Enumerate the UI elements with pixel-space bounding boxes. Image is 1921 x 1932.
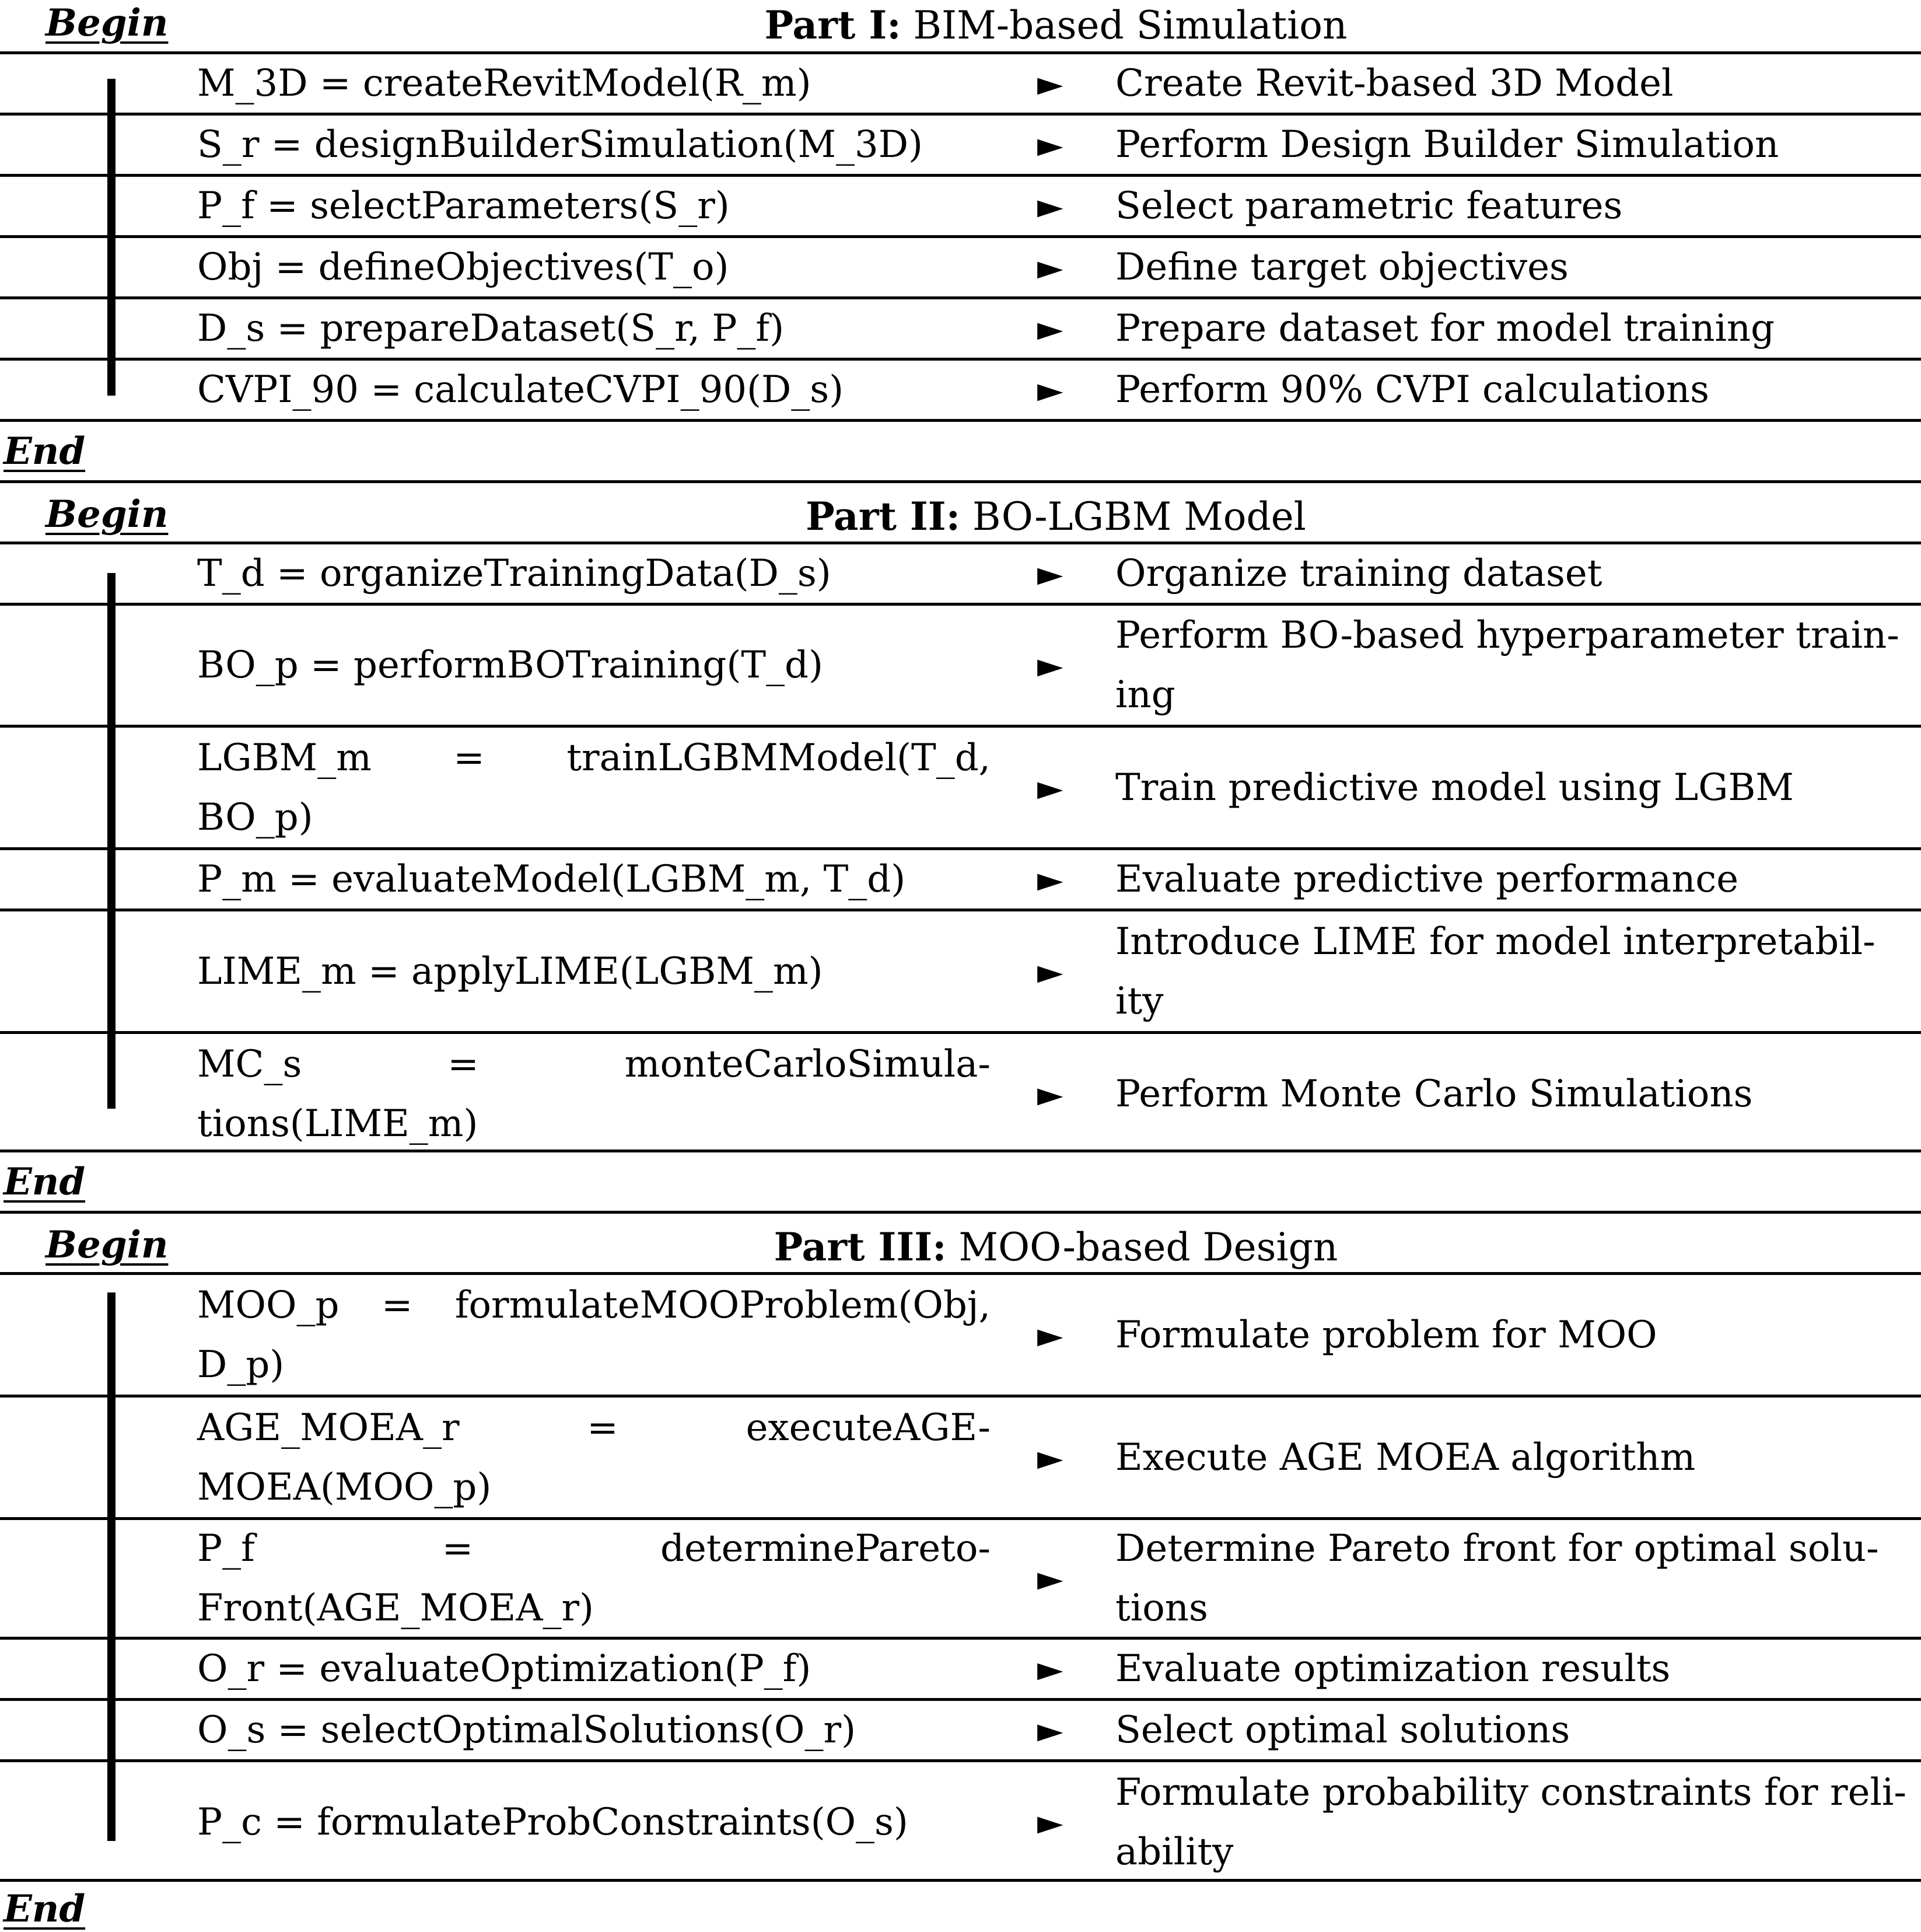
code-token: MC_s	[197, 1042, 302, 1086]
step-description: Select parametric features	[1115, 184, 1623, 228]
arrow-icon: ►	[1037, 1074, 1063, 1114]
step-description	[1115, 1762, 1913, 1882]
part1-step-1	[0, 54, 1921, 113]
step-code: Obj = defineObjectives(T_o)	[197, 246, 729, 289]
part2-step-2	[0, 606, 1921, 725]
arrow-icon: ►	[1037, 1802, 1063, 1842]
step-code	[197, 1034, 991, 1154]
step-code: CVPI_90 = calculateCVPI_90(D_s)	[197, 368, 844, 411]
step-description: Perform 90% CVPI calculations	[1115, 368, 1709, 411]
part3-step-4	[0, 1640, 1921, 1698]
divider	[0, 1879, 1921, 1882]
arrow-icon: ►	[1037, 645, 1063, 685]
step-code: P_f = selectParameters(S_r)	[197, 184, 730, 228]
step-code: T_d = organizeTrainingData(D_s)	[197, 552, 831, 595]
step-description	[1115, 606, 1913, 725]
step-description: Organize training dataset	[1115, 552, 1602, 595]
code-line-2: D_p)	[197, 1343, 285, 1386]
description-line-1: Introduce LIME for model interpretabil-	[1115, 920, 1875, 963]
part3-step-3	[0, 1520, 1921, 1637]
step-code	[197, 1520, 991, 1637]
code-token: executeAGE-	[746, 1406, 991, 1449]
description-line-1: Determine Pareto front for optimal solu-	[1115, 1527, 1879, 1570]
arrow-icon: ►	[1037, 370, 1063, 410]
part3-title-bold: Part III:	[774, 1224, 947, 1270]
code-token: =	[447, 1042, 479, 1086]
arrow-icon: ►	[1037, 186, 1063, 226]
code-token: =	[442, 1527, 474, 1570]
part3-step-1	[0, 1275, 1921, 1395]
part3-step-5	[0, 1701, 1921, 1759]
step-description: Evaluate predictive performance	[1115, 858, 1739, 901]
step-description: Evaluate optimization results	[1115, 1647, 1671, 1690]
code-line-2: BO_p)	[197, 795, 313, 839]
description-line-2: ability	[1115, 1830, 1234, 1874]
arrow-icon: ►	[1037, 1649, 1063, 1689]
arrow-icon: ►	[1037, 1437, 1063, 1477]
step-code	[197, 1275, 991, 1395]
part3-title-rest: MOO-based Design	[946, 1225, 1338, 1270]
part1-step-3	[0, 177, 1921, 235]
step-code: LIME_m = applyLIME(LGBM_m)	[197, 949, 823, 993]
code-line-2: MOEA(MOO_p)	[197, 1465, 492, 1509]
arrow-icon: ►	[1037, 125, 1063, 165]
step-description: Formulate problem for MOO	[1115, 1313, 1657, 1357]
part2-step-4	[0, 850, 1921, 909]
step-code: P_c = formulateProbConstraints(O_s)	[197, 1800, 908, 1844]
step-code: O_s = selectOptimalSolutions(O_r)	[197, 1709, 856, 1752]
code-token: AGE_MOEA_r	[197, 1406, 460, 1449]
part3-begin-label: Begin	[46, 1223, 169, 1267]
part3-step-2	[0, 1398, 1921, 1517]
part1-step-4	[0, 238, 1921, 296]
part2-step-6	[0, 1034, 1921, 1154]
code-token: P_f	[197, 1527, 255, 1570]
description-line-1: Perform BO-based hyperparameter train-	[1115, 614, 1899, 657]
step-description	[1115, 911, 1913, 1031]
description-line-2: tions	[1115, 1587, 1208, 1630]
part2-step-1	[0, 544, 1921, 603]
divider	[0, 480, 1921, 483]
code-token: =	[381, 1283, 413, 1327]
code-token: monteCarloSimula-	[624, 1042, 991, 1086]
code-token: LGBM_m	[197, 736, 372, 780]
part3-step-6	[0, 1762, 1921, 1882]
part2-title-rest: BO-LGBM Model	[960, 494, 1306, 539]
arrow-icon: ►	[1037, 1559, 1063, 1598]
step-description: Execute AGE MOEA algorithm	[1115, 1435, 1696, 1479]
description-line-1: Formulate probability constraints for reli-	[1115, 1770, 1906, 1814]
part1-title	[0, 1, 1921, 48]
part2-title	[0, 492, 1921, 539]
code-line-2: Front(AGE_MOEA_r)	[197, 1587, 594, 1630]
code-token: determinePareto-	[660, 1527, 991, 1570]
step-description: Perform Design Builder Simulation	[1115, 123, 1779, 166]
step-code: O_r = evaluateOptimization(P_f)	[197, 1647, 811, 1690]
part1-step-5	[0, 299, 1921, 358]
step-description: Perform Monte Carlo Simulations	[1115, 1072, 1753, 1116]
part1-step-6	[0, 361, 1921, 419]
arrow-icon: ►	[1037, 951, 1063, 991]
description-line-2: ity	[1115, 979, 1164, 1023]
arrow-icon: ►	[1037, 767, 1063, 808]
arrow-icon: ►	[1037, 247, 1063, 287]
step-description	[1115, 1520, 1913, 1637]
code-token: =	[587, 1406, 618, 1449]
code-token: trainLGBMModel(T_d,	[566, 736, 991, 780]
step-description: Train predictive model using LGBM	[1115, 766, 1794, 809]
step-code: M_3D = createRevitModel(R_m)	[197, 62, 811, 105]
step-code: S_r = designBuilderSimulation(M_3D)	[197, 123, 923, 166]
step-description: Prepare dataset for model training	[1115, 307, 1775, 350]
part1-title-rest: BIM-based Simulation	[901, 3, 1348, 48]
divider	[0, 419, 1921, 422]
part2-end-label: End	[4, 1160, 86, 1204]
arrow-icon: ►	[1037, 860, 1063, 899]
part2-step-3	[0, 728, 1921, 847]
arrow-icon: ►	[1037, 1710, 1063, 1750]
step-code	[197, 728, 991, 847]
description-line-2: ing	[1115, 673, 1175, 717]
step-description: Create Revit-based 3D Model	[1115, 62, 1674, 105]
arrow-icon: ►	[1037, 64, 1063, 103]
part1-step-2	[0, 116, 1921, 174]
divider	[0, 1150, 1921, 1152]
part3-title	[0, 1223, 1921, 1270]
code-token: formulateMOOProblem(Obj,	[454, 1283, 991, 1327]
step-description: Define target objectives	[1115, 246, 1569, 289]
arrow-icon: ►	[1037, 1315, 1063, 1355]
code-line-2: tions(LIME_m)	[197, 1102, 478, 1145]
arrow-icon: ►	[1037, 554, 1063, 593]
part2-begin-label: Begin	[46, 492, 169, 536]
divider	[0, 1211, 1921, 1214]
arrow-icon: ►	[1037, 309, 1063, 348]
part1-end-label: End	[4, 429, 86, 473]
part2-step-5	[0, 911, 1921, 1031]
step-code: BO_p = performBOTraining(T_d)	[197, 644, 823, 687]
step-code	[197, 1398, 991, 1517]
part1-begin-label: Begin	[46, 1, 169, 45]
part3-end-label: End	[4, 1887, 86, 1931]
part1-title-bold: Part I:	[764, 2, 901, 48]
part2-title-bold: Part II:	[806, 494, 961, 539]
code-token: MOO_p	[197, 1283, 340, 1327]
code-token: =	[453, 736, 485, 780]
step-code: D_s = prepareDataset(S_r, P_f)	[197, 307, 785, 350]
step-code: P_m = evaluateModel(LGBM_m, T_d)	[197, 858, 906, 901]
step-description: Select optimal solutions	[1115, 1709, 1570, 1752]
